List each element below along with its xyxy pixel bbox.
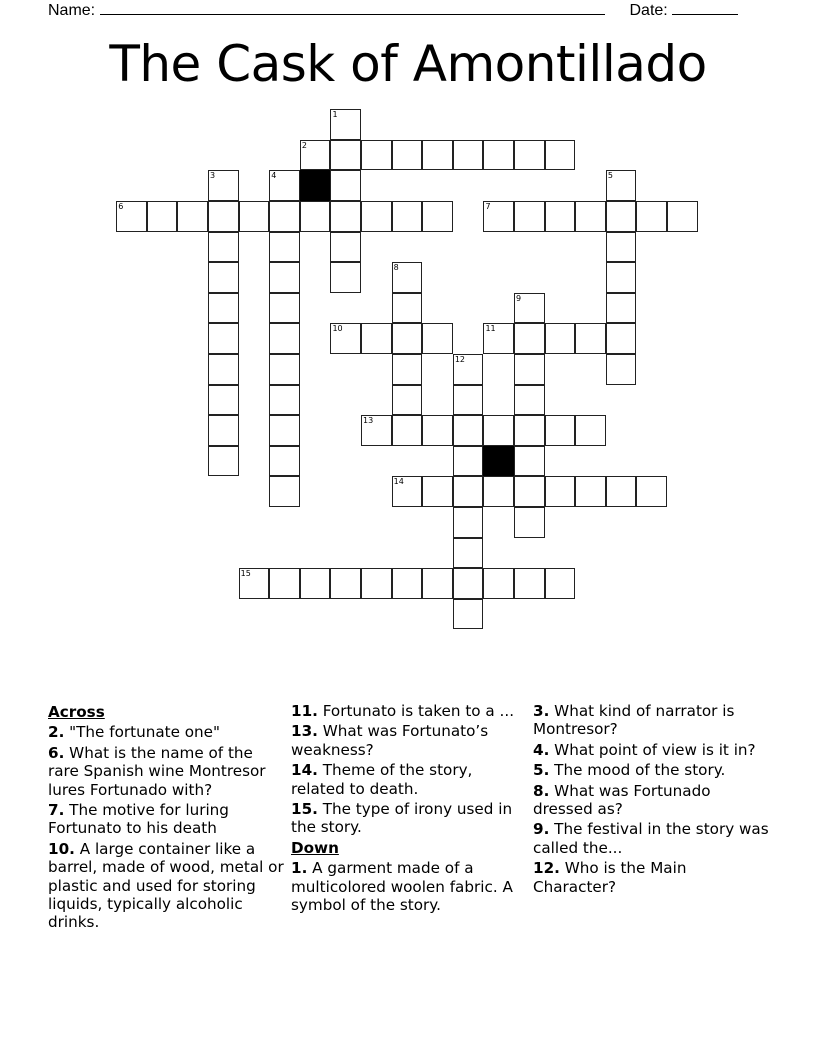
grid-cell[interactable] xyxy=(514,476,545,507)
page-title: The Cask of Amontillado xyxy=(109,35,707,93)
clue-number: 10 xyxy=(332,324,343,334)
grid-cell[interactable] xyxy=(483,476,514,507)
grid-cell[interactable] xyxy=(330,262,361,293)
grid-cell[interactable] xyxy=(177,201,208,232)
name-field[interactable] xyxy=(100,0,605,15)
grid-cell[interactable] xyxy=(269,201,300,232)
clue-number: 8 xyxy=(393,263,399,273)
grid-cell[interactable] xyxy=(208,170,239,201)
grid-cell[interactable] xyxy=(514,140,545,171)
grid-cell[interactable] xyxy=(269,385,300,416)
grid-cell[interactable] xyxy=(269,415,300,446)
grid-cell[interactable] xyxy=(606,354,637,385)
date-label: Date: xyxy=(629,2,668,19)
clue-down-1: 1. A garment made of a multicolored woolen fabric. A symbol of the story. xyxy=(291,859,513,915)
grid-cell[interactable] xyxy=(330,568,361,599)
clue-across-13: 13. What was Fortunato’s weakness? xyxy=(291,722,489,759)
grid-cell[interactable] xyxy=(392,568,423,599)
grid-cell[interactable] xyxy=(636,476,667,507)
clue-down-8: 8. What was Fortunado dressed as? xyxy=(533,781,711,819)
grid-cell[interactable] xyxy=(606,293,637,324)
grid-cell[interactable] xyxy=(269,476,300,507)
grid-cell[interactable] xyxy=(422,323,453,354)
clue-number: 14 xyxy=(393,477,404,487)
clue-number: 13 xyxy=(363,416,374,426)
clue-down-4: 4. What point of view is it in? xyxy=(533,740,756,759)
grid-cell[interactable] xyxy=(422,140,453,171)
grid-cell[interactable] xyxy=(606,476,637,507)
clue-number: 7 xyxy=(485,202,491,212)
clue-across-14: 14. Theme of the story, related to death. xyxy=(291,761,473,798)
grid-cell[interactable] xyxy=(361,323,392,354)
grid-cell[interactable] xyxy=(300,568,331,599)
grid-cell[interactable] xyxy=(545,415,576,446)
grid-cell[interactable] xyxy=(330,170,361,201)
clue-number: 15 xyxy=(240,569,251,579)
grid-cell[interactable] xyxy=(422,201,453,232)
grid-cell[interactable] xyxy=(116,201,147,232)
grid-cell[interactable] xyxy=(545,568,576,599)
black-cell xyxy=(300,170,331,201)
grid-cell[interactable] xyxy=(514,201,545,232)
clues-column-2 xyxy=(291,702,527,916)
grid-cell[interactable] xyxy=(361,140,392,171)
grid-cell[interactable] xyxy=(483,568,514,599)
grid-cell[interactable] xyxy=(514,293,545,324)
grid-cell[interactable] xyxy=(330,232,361,263)
grid-cell[interactable] xyxy=(361,568,392,599)
grid-cell[interactable] xyxy=(269,568,300,599)
grid-cell[interactable] xyxy=(269,323,300,354)
grid-cell[interactable] xyxy=(269,293,300,324)
grid-cell[interactable] xyxy=(392,415,423,446)
header xyxy=(48,0,738,21)
clue-number: 2 xyxy=(301,140,307,150)
grid-cell[interactable] xyxy=(483,415,514,446)
grid-cell[interactable] xyxy=(422,415,453,446)
grid-cell[interactable] xyxy=(392,201,423,232)
grid-cell[interactable] xyxy=(239,201,270,232)
grid-cell[interactable] xyxy=(483,323,514,354)
grid-cell[interactable] xyxy=(208,446,239,477)
grid-cell[interactable] xyxy=(422,568,453,599)
grid-cell[interactable] xyxy=(392,262,423,293)
grid-cell[interactable] xyxy=(269,262,300,293)
clue-number: 4 xyxy=(271,171,277,181)
grid-cell[interactable] xyxy=(514,446,545,477)
grid-cell[interactable] xyxy=(514,385,545,416)
grid-cell[interactable] xyxy=(483,201,514,232)
grid-cell[interactable] xyxy=(300,140,331,171)
grid-cell[interactable] xyxy=(208,323,239,354)
grid-cell[interactable] xyxy=(208,415,239,446)
grid-cell[interactable] xyxy=(514,354,545,385)
grid-cell[interactable] xyxy=(239,568,270,599)
grid-cell[interactable] xyxy=(208,262,239,293)
across-heading: Across xyxy=(48,703,105,721)
grid-cell[interactable] xyxy=(453,385,484,416)
clue-number: 9 xyxy=(516,293,522,303)
grid-cell[interactable] xyxy=(606,323,637,354)
clue-across-7: 7. The motive for luring Fortunato to his death xyxy=(48,801,229,838)
grid-cell[interactable] xyxy=(392,323,423,354)
grid-cell[interactable] xyxy=(453,476,484,507)
grid-cell[interactable] xyxy=(575,476,606,507)
grid-cell[interactable] xyxy=(422,476,453,507)
grid-cell[interactable] xyxy=(514,568,545,599)
grid-cell[interactable] xyxy=(545,201,576,232)
grid-cell[interactable] xyxy=(453,507,484,538)
clue-down-12: 12. Who is the Main Character? xyxy=(533,859,687,896)
grid-cell[interactable] xyxy=(300,201,331,232)
clue-down-3: 3. What kind of narrator is Montresor? xyxy=(533,702,735,739)
grid-cell[interactable] xyxy=(483,140,514,171)
grid-cell[interactable] xyxy=(667,201,698,232)
grid-cell[interactable] xyxy=(208,201,239,232)
grid-cell[interactable] xyxy=(208,232,239,263)
grid-cell[interactable] xyxy=(575,201,606,232)
clues-column-3 xyxy=(533,702,769,898)
grid-cell[interactable] xyxy=(361,201,392,232)
clue-number: 1 xyxy=(332,110,338,120)
clue-number: 11 xyxy=(485,324,496,334)
grid-cell[interactable] xyxy=(575,415,606,446)
grid-cell[interactable] xyxy=(453,446,484,477)
black-cell xyxy=(483,446,514,477)
grid-cell[interactable] xyxy=(606,170,637,201)
grid-cell[interactable] xyxy=(208,354,239,385)
clue-across-15: 15. The type of irony used in the story. xyxy=(291,800,513,837)
clue-down-5: 5. The mood of the story. xyxy=(533,761,726,780)
grid-cell[interactable] xyxy=(361,415,392,446)
grid-cell[interactable] xyxy=(392,354,423,385)
grid-cell[interactable] xyxy=(453,415,484,446)
grid-cell[interactable] xyxy=(269,170,300,201)
grid-cell[interactable] xyxy=(606,201,637,232)
clue-across-11: 11. Fortunato is taken to a ... xyxy=(291,702,515,720)
grid-cell[interactable] xyxy=(545,323,576,354)
grid-cell[interactable] xyxy=(269,232,300,263)
down-heading: Down xyxy=(291,838,339,857)
grid-cell[interactable] xyxy=(208,293,239,324)
grid-cell[interactable] xyxy=(453,354,484,385)
grid-cell[interactable] xyxy=(606,232,637,263)
grid-cell[interactable] xyxy=(392,293,423,324)
clue-number: 12 xyxy=(454,355,466,365)
clues-column-1 xyxy=(48,702,284,934)
grid-cell[interactable] xyxy=(514,507,545,538)
date-field[interactable] xyxy=(672,0,738,15)
grid-cell[interactable] xyxy=(453,599,484,630)
grid-cell[interactable] xyxy=(453,538,484,569)
grid-cell[interactable] xyxy=(545,476,576,507)
grid-cell[interactable] xyxy=(330,109,361,140)
grid-cell[interactable] xyxy=(514,323,545,354)
clue-number: 3 xyxy=(210,171,216,181)
grid-cell[interactable] xyxy=(330,201,361,232)
grid-cell[interactable] xyxy=(269,446,300,477)
grid-cell[interactable] xyxy=(330,323,361,354)
clue-across-10: 10. A large container like a barrel, made of wood, metal or plastic and used for storing liquids, typically alcoholic drinks. xyxy=(48,839,284,932)
grid-cell[interactable] xyxy=(392,140,423,171)
grid-cell[interactable] xyxy=(453,568,484,599)
grid-cell[interactable] xyxy=(392,476,423,507)
grid-cell[interactable] xyxy=(147,201,178,232)
grid-cell[interactable] xyxy=(392,385,423,416)
grid-cell[interactable] xyxy=(606,262,637,293)
grid-cell[interactable] xyxy=(545,140,576,171)
grid-cell[interactable] xyxy=(453,140,484,171)
clue-down-9: 9. The festival in the story was called the... xyxy=(533,820,769,857)
clue-number: 6 xyxy=(118,202,124,212)
clue-number: 5 xyxy=(607,171,613,181)
grid-cell[interactable] xyxy=(514,415,545,446)
grid-cell[interactable] xyxy=(330,140,361,171)
grid-cell[interactable] xyxy=(575,323,606,354)
grid-cell[interactable] xyxy=(636,201,667,232)
name-label: Name: xyxy=(48,2,96,19)
clue-across-6: 6. What is the name of the rare Spanish wine Montresor lures Fortunado with? xyxy=(48,743,266,799)
clue-across-2: 2. "The fortunate one" xyxy=(48,723,221,742)
grid-cell[interactable] xyxy=(269,354,300,385)
grid-cell[interactable] xyxy=(208,385,239,416)
crossword-grid xyxy=(117,110,717,640)
